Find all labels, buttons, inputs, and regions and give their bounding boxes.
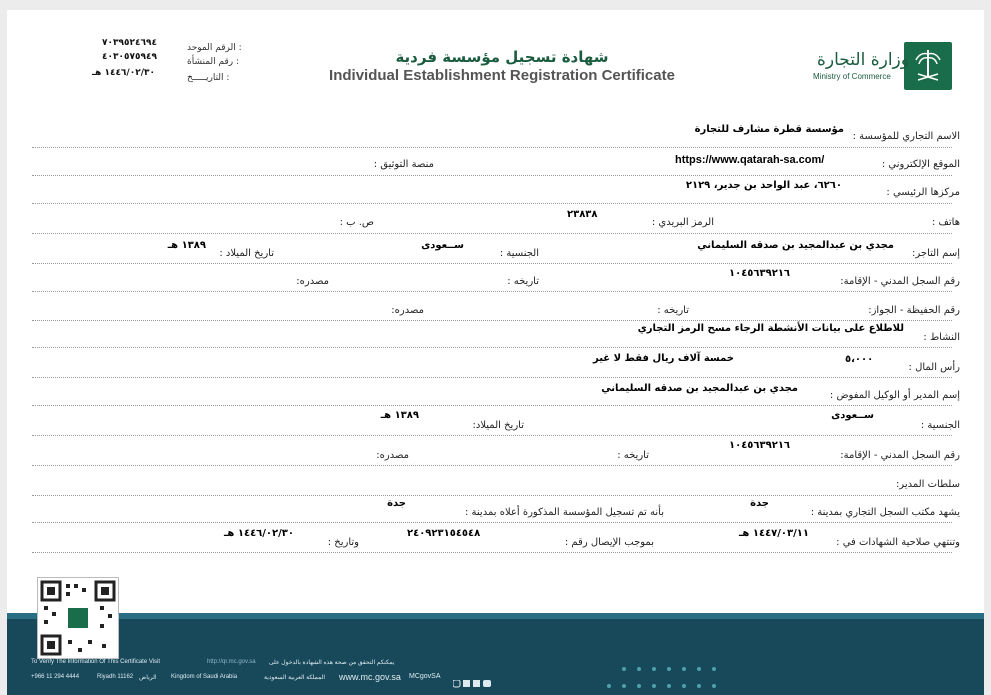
title-english: Individual Establishment Registration Certificate: [329, 67, 675, 84]
social-icons: [453, 673, 493, 692]
expiry-label: وتنتهي صلاحية الشهادات في :: [836, 537, 960, 548]
certificate-date-label: التاريـــــخ :: [187, 73, 230, 83]
civil-record-label: رقم السجل المدني - الإقامة:: [840, 276, 960, 287]
footer-handle[interactable]: MCgovSA: [409, 673, 441, 680]
witness-city-2: جدة: [387, 498, 406, 509]
dotted-line: [32, 203, 952, 204]
witness-city: جدة: [750, 498, 769, 509]
civil-date-label: تاريخه :: [507, 276, 539, 287]
footer-kingdom-ar: المملكة العربية السعودية: [264, 675, 326, 681]
footer-riyadh-en: Riyadh 11162: [97, 674, 134, 680]
manager-birth-value: ١٣٨٩ هـ: [380, 410, 419, 421]
activity-value: للاطلاع على بيانات الأنشطة الرجاء مسح الرمز التجاري: [637, 323, 904, 334]
verify-text-en: To Verify The Information Of This Certificate Visit: [31, 659, 161, 665]
receipt-date-value: ١٤٤٦/٠٢/٣٠ هـ: [224, 528, 294, 539]
witness-text: بأنه تم تسجيل المؤسسة المذكورة أعلاه بمدينة :: [465, 507, 664, 518]
receipt-date-label: وتاريخ :: [327, 537, 359, 548]
phone-label: هاتف :: [931, 217, 960, 228]
passport-label: رقم الحفيظة - الجواز:: [868, 305, 960, 316]
pobox-label: ص. ب :: [339, 217, 374, 228]
merchant-name-value: مجدي بن عبدالمجيد بن صدقه السليماني: [697, 240, 894, 251]
website-value: https://www.qatarah-sa.com/: [675, 154, 825, 166]
ministry-name-english: Ministry of Commerce: [813, 72, 891, 81]
manager-birth-label: تاريخ الميلاد:: [472, 420, 524, 431]
receipt-label: بموجب الإيصال رقم :: [564, 537, 654, 548]
footer-riyadh-ar: الرياض: [139, 675, 157, 681]
decorative-dots: [607, 673, 727, 692]
birth-date-label: تاريخ الميلاد :: [219, 248, 274, 259]
nationality-value: ســعودى: [421, 240, 464, 251]
website-label: الموقع الإلكتروني :: [881, 159, 960, 170]
trade-name-value: مؤسسة قطرة مشارف للتجارة: [694, 124, 844, 135]
trade-name-label: الاسم التجاري للمؤسسة :: [852, 131, 960, 142]
dotted-line: [32, 291, 952, 292]
expiry-value: ١٤٤٧/٠٣/١١ هـ: [739, 528, 809, 539]
capital-label: رأس المال :: [908, 362, 960, 373]
ministry-name-arabic: وزارة التجارة: [817, 50, 909, 70]
civil-source-label: مصدره:: [296, 276, 329, 287]
dotted-line: [32, 233, 952, 234]
activity-label: النشاط :: [923, 332, 960, 343]
dotted-line: [32, 465, 952, 466]
dotted-line: [32, 377, 952, 378]
establishment-number-label: رقم المنشأة :: [187, 57, 240, 67]
dotted-line: [32, 495, 952, 496]
establishment-number-value: ٤٠٣٠٥٧٥٩٤٩: [102, 52, 157, 62]
hq-value: ٦٢٦٠، عبد الواحد بن جدير، ٢١٢٩: [685, 180, 842, 191]
footer-band: [7, 613, 984, 619]
capital-words: خمسة آلاف ريال فقط لا غير: [592, 353, 734, 364]
dotted-line: [32, 347, 952, 348]
title-arabic: شهادة تسجيل مؤسسة فردية: [395, 48, 609, 66]
nationality-label: الجنسية :: [499, 248, 539, 259]
hq-label: مركزها الرئيسي :: [886, 187, 960, 198]
manager-civil-value: ١٠٤٥٦٣٩٢١٦: [729, 440, 791, 451]
dotted-line: [32, 522, 952, 523]
dotted-line: [32, 435, 952, 436]
manager-value: مجدي بن عبدالمجيد بن صدقه السليماني: [601, 383, 798, 394]
certificate-page: [7, 10, 984, 695]
dotted-line: [32, 147, 952, 148]
postal-code-label: الرمز البريدي :: [651, 217, 714, 228]
manager-nationality-label: الجنسية :: [920, 420, 960, 431]
dotted-line: [32, 552, 952, 553]
verify-text-ar: يمكنكم التحقق من صحة هذه الشهادة بالدخول على: [269, 660, 395, 666]
manager-authorities-label: سلطات المدير:: [895, 479, 960, 490]
dotted-line: [32, 405, 952, 406]
certificate-date-value: ١٤٤٦/٠٢/٣٠ هـ: [92, 68, 155, 78]
passport-source-label: مصدره:: [391, 305, 424, 316]
verify-link[interactable]: http://qr.mc.gov.sa: [207, 659, 256, 665]
passport-date-label: تاريخه :: [657, 305, 689, 316]
dotted-line: [32, 263, 952, 264]
manager-label: إسم المدير أو الوكيل المفوض :: [829, 390, 960, 401]
footer-kingdom-en: Kingdom of Saudi Arabia: [171, 674, 238, 680]
footer-phone: +966 11 294 4444: [31, 674, 80, 680]
receipt-value: ٢٤٠٩٢٣١٥٤٥٤٨: [407, 528, 481, 539]
manager-civil-source-label: مصدره:: [376, 450, 409, 461]
qr-code[interactable]: [37, 577, 119, 659]
footer: [7, 613, 984, 695]
ministry-emblem-icon: [904, 42, 952, 90]
postal-code-value: ٢٣٨٣٨: [567, 209, 598, 220]
manager-nationality-value: ســعودى: [831, 410, 874, 421]
footer-website[interactable]: www.mc.gov.sa: [339, 672, 401, 682]
witness-label: يشهد مكتب السجل التجاري بمدينة :: [810, 507, 960, 518]
merchant-name-label: إسم التاجر:: [912, 248, 960, 259]
dotted-line: [32, 175, 952, 176]
unified-number-value: ٧٠٣٩٥٢٤٦٩٤: [102, 38, 157, 48]
manager-civil-label: رقم السجل المدني - الإقامة:: [840, 450, 960, 461]
auth-platform-label: منصة التوثيق :: [373, 159, 434, 170]
civil-record-value: ١٠٤٥٦٣٩٢١٦: [729, 268, 791, 279]
capital-value: ٥،٠٠٠: [845, 354, 874, 365]
birth-date-value: ١٣٨٩ هـ: [167, 240, 206, 251]
dotted-line: [32, 320, 952, 321]
unified-number-label: الرقم الموحد :: [187, 43, 242, 53]
manager-civil-date-label: تاريخه :: [617, 450, 649, 461]
